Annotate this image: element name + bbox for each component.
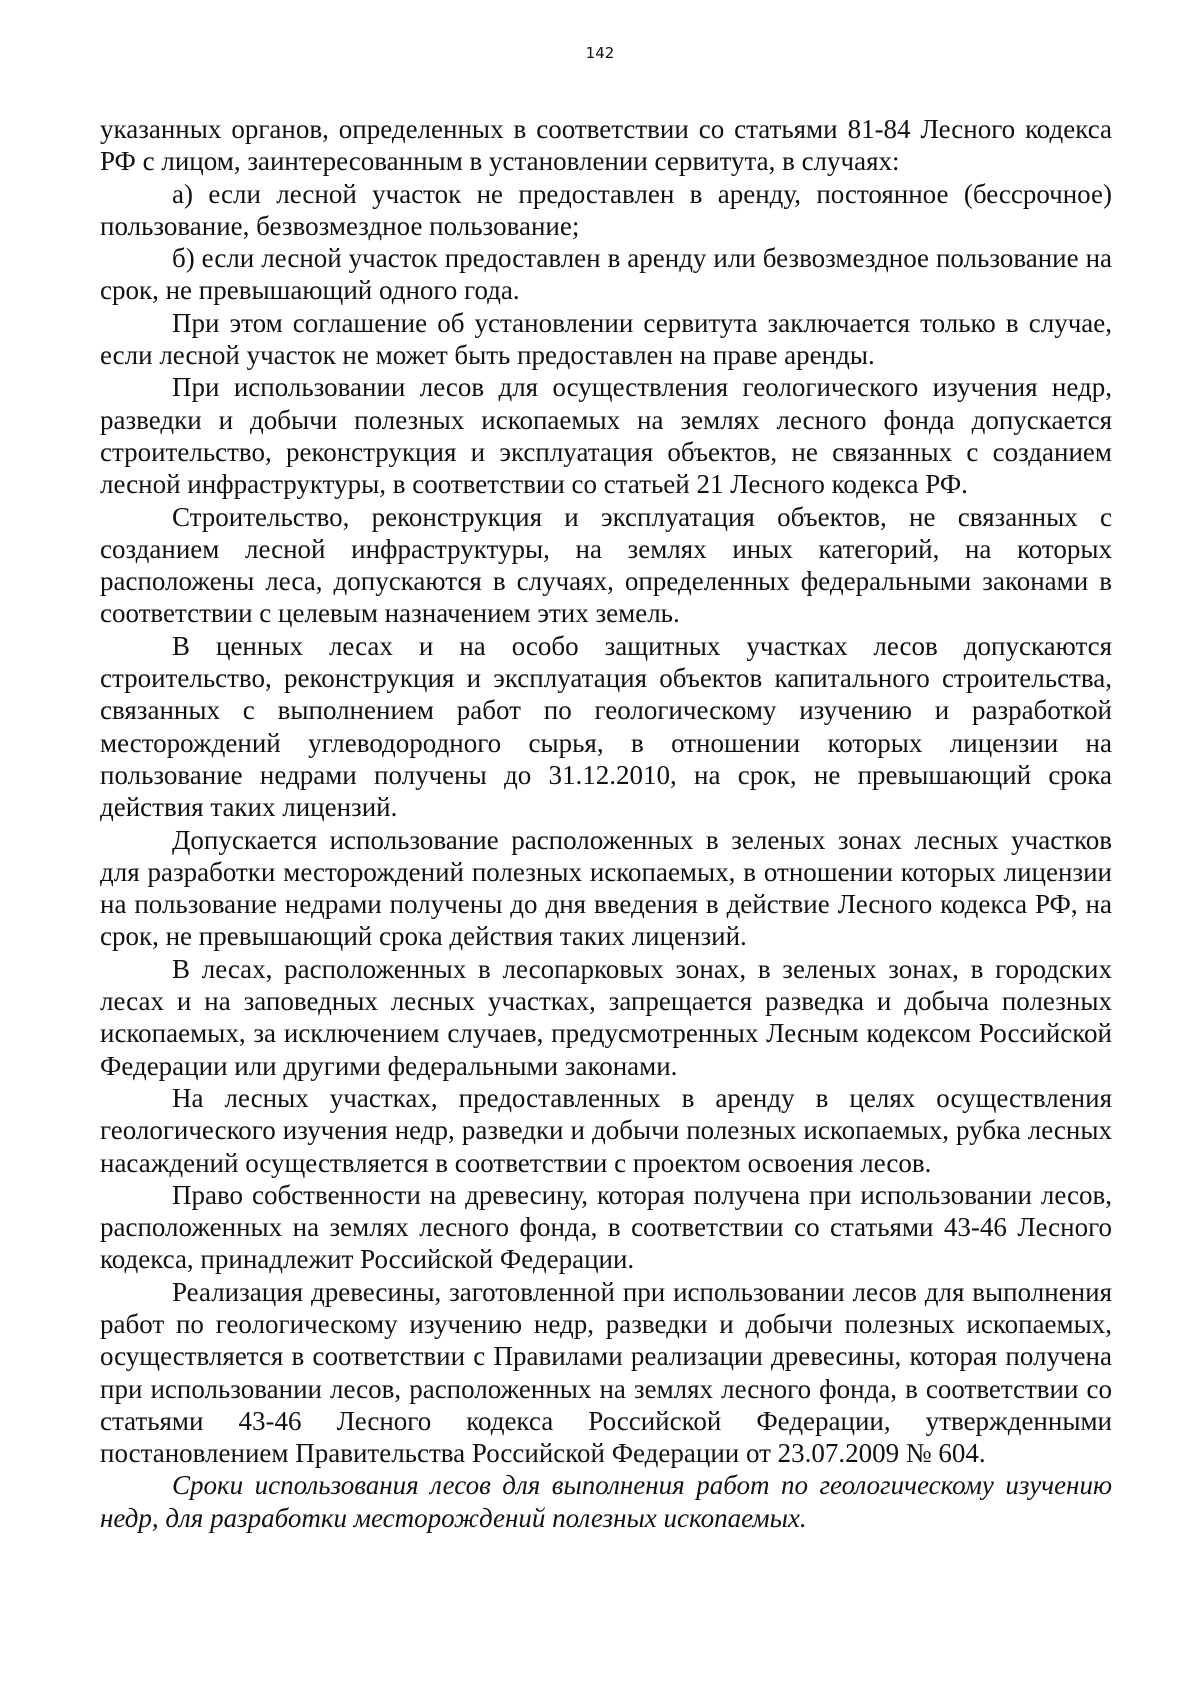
paragraph: Допускается использование расположенных в зеленых зонах лесных участков для разработки месторождений полезных ископаемых, в отношении которых лицензии на пользование недрами получены до дня введения в действие Лесного кодекса РФ, на срок, не превышающий срока действия таких лицензий. (100, 824, 1112, 952)
paragraph: б) если лесной участок предоставлен в аренду или безвозмездное пользование на срок, не превышающий одного года. (100, 243, 1112, 306)
paragraph: При использовании лесов для осуществления геологического изучения недр, разведки и добычи полезных ископаемых на землях лесного фонда допускается строительство, реконструкция и эксплуатация объектов, не связанных с созданием лесной инфраструктуры, в соответствии со статьей 21 Лесного кодекса РФ. (100, 372, 1112, 500)
paragraph: В лесах, расположенных в лесопарковых зонах, в зеленых зонах, в городских лесах и на заповедных лесных участках, запрещается разведка и добыча полезных ископаемых, за исключением случаев, предусмотренных Лесным кодексом Российской Федерации или другими федеральными законами. (100, 953, 1112, 1081)
paragraph: а) если лесной участок не предоставлен в аренду, постоянное (бессрочное) пользование, безвозмездное пользование; (100, 178, 1112, 241)
section-heading-italic: Сроки использования лесов для выполнения работ по геологическому изучению недр, для разработки месторождений полезных ископаемых. (100, 1470, 1112, 1533)
paragraph: На лесных участках, предоставленных в аренду в целях осуществления геологического изучения недр, разведки и добычи полезных ископаемых, рубка лесных насаждений осуществляется в соответствии с проектом освоения лесов. (100, 1082, 1112, 1178)
page-number: 142 (585, 44, 615, 62)
document-body (100, 113, 1112, 1534)
paragraph: В ценных лесах и на особо защитных участках лесов допускаются строительство, реконструкция и эксплуатация объектов капитального строительства, связанных с выполнением работ по геологическому изучению и разработкой месторождений углеводородного сырья, в отношении которых лицензии на пользование недрами получены до 31.12.2010, на срок, не превышающий срока действия таких лицензий. (100, 630, 1112, 823)
paragraph: Право собственности на древесину, которая получена при использовании лесов, расположенных на землях лесного фонда, в соответствии со статьями 43-46 Лесного кодекса, принадлежит Российской Федерации. (100, 1179, 1112, 1275)
paragraph: При этом соглашение об установлении сервитута заключается только в случае, если лесной участок не может быть предоставлен на праве аренды. (100, 307, 1112, 371)
paragraph: указанных органов, определенных в соответствии со статьями 81-84 Лесного кодекса РФ с лицом, заинтересованным в установлении сервитута, в случаях: (100, 114, 1112, 177)
paragraph: Строительство, реконструкция и эксплуатация объектов, не связанных с созданием лесной инфраструктуры, на землях иных категорий, на которых расположены леса, допускаются в случаях, определенных федеральными законами в соответствии с целевым назначением этих земель. (100, 501, 1112, 629)
paragraph: Реализация древесины, заготовленной при использовании лесов для выполнения работ по геологическому изучению недр, разведки и добычи полезных ископаемых, осуществляется в соответствии с Правилами реализации древесины, которая получена при использовании лесов, расположенных на землях лесного фонда, в соответствии со статьями 43-46 Лесного кодекса Российской Федерации, утвержденными постановлением Правительства Российской Федерации от 23.07.2009 № 604. (100, 1276, 1112, 1469)
